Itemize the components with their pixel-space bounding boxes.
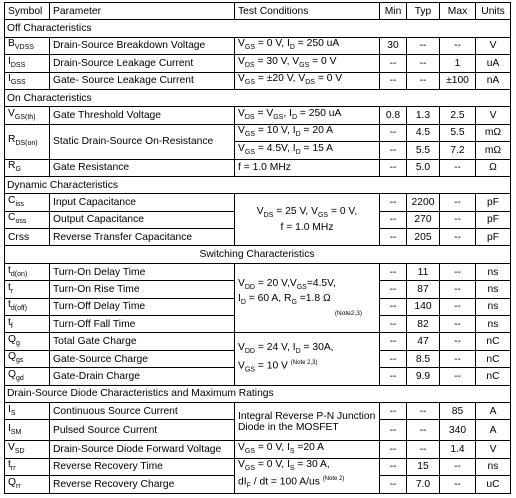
cell-unit: pF xyxy=(476,229,511,246)
section-switching: Switching Characteristics xyxy=(5,246,511,263)
cell-condition: $V_{GS} = 0$ V, $I_D = 250$ uA xyxy=(235,37,380,54)
cell-condition: $V_{GS} = 0$ V, $I_S =20$ A xyxy=(235,441,380,458)
cell-max: 340 xyxy=(440,420,476,441)
cell-max: 2.5 xyxy=(440,107,476,124)
cell-typ: 270 xyxy=(407,211,440,228)
header-min: Min xyxy=(380,3,407,20)
cell-parameter: Turn-On Rise Time xyxy=(50,281,235,298)
header-symbol: Symbol xyxy=(5,3,50,20)
cell-parameter: Gate-Drain Charge xyxy=(50,368,235,385)
section-on: On Characteristics xyxy=(5,89,511,106)
table-row xyxy=(5,159,511,176)
header-conditions: Test Conditions xyxy=(235,3,380,20)
cell-typ: 11 xyxy=(407,263,440,280)
cell-min: -- xyxy=(380,211,407,228)
cell-max: -- xyxy=(440,368,476,385)
cell-min: -- xyxy=(380,420,407,441)
cell-typ: 7.0 xyxy=(407,476,440,493)
cell-unit: A xyxy=(476,402,511,419)
cell-unit: A xyxy=(476,420,511,441)
electrical-characteristics-table xyxy=(4,2,511,494)
cell-max: 1 xyxy=(440,55,476,72)
table-row xyxy=(5,194,511,211)
cell-min: -- xyxy=(380,458,407,475)
cell-max: -- xyxy=(440,37,476,54)
table-row xyxy=(5,263,511,280)
cell-unit: Ω xyxy=(476,159,511,176)
cell-max: 85 xyxy=(440,402,476,419)
cell-unit: ns xyxy=(476,281,511,298)
cell-min: -- xyxy=(380,263,407,280)
cell-unit: nA xyxy=(476,72,511,89)
cell-parameter: Reverse Recovery Charge xyxy=(50,476,235,493)
cell-parameter: Reverse Recovery Time xyxy=(50,458,235,475)
cell-symbol: $R_{DS(on)}$ xyxy=(5,124,50,159)
section-row xyxy=(5,385,511,402)
table-row xyxy=(5,458,511,475)
cell-condition: $V_{GS} = 4.5V$, $I_D = 15$ A xyxy=(235,142,380,159)
cell-min: -- xyxy=(380,350,407,367)
cell-min: 0.8 xyxy=(380,107,407,124)
cell-typ: 9.9 xyxy=(407,368,440,385)
header-row xyxy=(5,3,511,20)
cell-unit: V xyxy=(476,37,511,54)
cell-condition: $V_{DS} = 30$ V, $V_{GS} = 0$ V xyxy=(235,55,380,72)
cell-max: 5.5 xyxy=(440,124,476,141)
cell-symbol: Crss xyxy=(5,229,50,246)
table-row xyxy=(5,333,511,350)
table-row xyxy=(5,37,511,54)
cell-symbol: $Q_{gd}$ xyxy=(5,368,50,385)
cell-symbol: $I_{SM}$ xyxy=(5,420,50,441)
cell-condition: Integral Reverse P-N Junction Diode in the MOSFET xyxy=(235,402,380,440)
cell-parameter: Gate-Source Charge xyxy=(50,350,235,367)
cell-symbol: $Q_g$ xyxy=(5,333,50,350)
cell-unit: nC xyxy=(476,368,511,385)
cell-min: -- xyxy=(380,476,407,493)
table-row xyxy=(5,72,511,89)
cell-min: -- xyxy=(380,159,407,176)
section-row xyxy=(5,89,511,106)
section-off: Off Characteristics xyxy=(5,20,511,37)
cell-max: 1.4 xyxy=(440,441,476,458)
cell-min: -- xyxy=(380,72,407,89)
cell-unit: ns xyxy=(476,458,511,475)
cell-unit: nC xyxy=(476,333,511,350)
table-row xyxy=(5,402,511,419)
cell-symbol: $I_{DSS}$ xyxy=(5,55,50,72)
header-parameter: Parameter xyxy=(50,3,235,20)
cell-min: -- xyxy=(380,316,407,333)
cell-unit: mΩ xyxy=(476,124,511,141)
table-row xyxy=(5,55,511,72)
cell-condition: $V_{GS} = 0$ V, $I_S = 30$ A, $dI_F$ / dt = 100 A/us $^{(Note 2)}$ xyxy=(235,458,380,493)
cell-typ: 82 xyxy=(407,316,440,333)
cell-symbol: $C_{oss}$ xyxy=(5,211,50,228)
cell-min: -- xyxy=(380,281,407,298)
cell-unit: pF xyxy=(476,211,511,228)
cell-parameter: Static Drain-Source On-Resistance xyxy=(50,124,235,159)
cell-parameter: Turn-Off Fall Time xyxy=(50,316,235,333)
cell-parameter: Pulsed Source Current xyxy=(50,420,235,441)
cell-symbol: $Q_{rr}$ xyxy=(5,476,50,493)
cell-min: -- xyxy=(380,194,407,211)
cell-parameter: Gate- Source Leakage Current xyxy=(50,72,235,89)
cell-symbol: $t_r$ xyxy=(5,281,50,298)
cell-symbol: $t_{rr}$ xyxy=(5,458,50,475)
header-max: Max xyxy=(440,3,476,20)
cell-max: -- xyxy=(440,159,476,176)
cell-symbol: $V_{GS(th)}$ xyxy=(5,107,50,124)
cell-symbol: $V_{SD}$ xyxy=(5,441,50,458)
cell-min: -- xyxy=(380,402,407,419)
cell-min: -- xyxy=(380,298,407,315)
cell-unit: ns xyxy=(476,316,511,333)
cell-parameter: Input Capacitance xyxy=(50,194,235,211)
cell-symbol: $R_G$ xyxy=(5,159,50,176)
cell-unit: mΩ xyxy=(476,142,511,159)
cell-condition: $V_{GS} = 10$ V, $I_D = 20$ A xyxy=(235,124,380,141)
cell-unit: ns xyxy=(476,263,511,280)
cell-min: -- xyxy=(380,124,407,141)
cell-max: -- xyxy=(440,333,476,350)
cell-typ: -- xyxy=(407,441,440,458)
cell-unit: V xyxy=(476,441,511,458)
cell-parameter: Turn-On Delay Time xyxy=(50,263,235,280)
cell-min: -- xyxy=(380,368,407,385)
cell-typ: -- xyxy=(407,420,440,441)
cell-max: -- xyxy=(440,281,476,298)
cell-parameter: Gate Resistance xyxy=(50,159,235,176)
cell-min: -- xyxy=(380,229,407,246)
cell-min: 30 xyxy=(380,37,407,54)
cell-parameter: Reverse Transfer Capacitance xyxy=(50,229,235,246)
cell-max: -- xyxy=(440,316,476,333)
cell-min: -- xyxy=(380,55,407,72)
cell-parameter: Drain-Source Diode Forward Voltage xyxy=(50,441,235,458)
cell-typ: 2200 xyxy=(407,194,440,211)
cell-parameter: Drain-Source Leakage Current xyxy=(50,55,235,72)
cell-typ: 47 xyxy=(407,333,440,350)
cell-max: ±100 xyxy=(440,72,476,89)
cell-condition: $V_{DD} = 20$ $V,V_{GS}=4.5V$, $I_D = 60$ A, $R_G =1.8$ Ω (Note2,3) xyxy=(235,263,380,333)
cell-parameter: Turn-Off Delay Time xyxy=(50,298,235,315)
cell-symbol: $t_{d(off)}$ xyxy=(5,298,50,315)
section-diode: Drain-Source Diode Characteristics and Maximum Ratings xyxy=(5,385,511,402)
cell-typ: 8.5 xyxy=(407,350,440,367)
cell-unit: nC xyxy=(476,350,511,367)
cell-max: -- xyxy=(440,194,476,211)
cell-unit: V xyxy=(476,107,511,124)
header-typ: Typ xyxy=(407,3,440,20)
cell-parameter: Gate Threshold Voltage xyxy=(50,107,235,124)
table-row xyxy=(5,124,511,141)
cell-max: -- xyxy=(440,350,476,367)
cell-typ: 205 xyxy=(407,229,440,246)
section-dynamic: Dynamic Characteristics xyxy=(5,176,511,193)
cell-max: -- xyxy=(440,229,476,246)
cell-typ: -- xyxy=(407,37,440,54)
cell-symbol: $I_S$ xyxy=(5,402,50,419)
cell-typ: -- xyxy=(407,72,440,89)
cell-parameter: Drain-Source Breakdown Voltage xyxy=(50,37,235,54)
cell-min: -- xyxy=(380,333,407,350)
cell-condition: $V_{GS} = \pm 20$ V, $V_{DS} = 0$ V xyxy=(235,72,380,89)
cell-condition: $V_{DS} = 25$ V, $V_{GS} = 0$ V, f = 1.0 MHz xyxy=(235,194,380,246)
cell-typ: -- xyxy=(407,55,440,72)
cell-typ: 5.5 xyxy=(407,142,440,159)
cell-min: -- xyxy=(380,142,407,159)
cell-max: -- xyxy=(440,458,476,475)
cell-parameter: Total Gate Charge xyxy=(50,333,235,350)
cell-typ: 4.5 xyxy=(407,124,440,141)
cell-unit: pF xyxy=(476,194,511,211)
cell-symbol: $I_{GSS}$ xyxy=(5,72,50,89)
cell-typ: 5.0 xyxy=(407,159,440,176)
cell-parameter: Output Capacitance xyxy=(50,211,235,228)
cell-typ: 15 xyxy=(407,458,440,475)
note-marker: (Note 2,3) xyxy=(290,359,318,366)
cell-typ: 140 xyxy=(407,298,440,315)
cell-unit: uC xyxy=(476,476,511,493)
cell-max: -- xyxy=(440,298,476,315)
section-row xyxy=(5,176,511,193)
section-row xyxy=(5,20,511,37)
cell-unit: ns xyxy=(476,298,511,315)
cell-max: -- xyxy=(440,263,476,280)
cell-symbol: $t_{d(on)}$ xyxy=(5,263,50,280)
cell-parameter: Continuous Source Current xyxy=(50,402,235,419)
cell-symbol: $C_{iss}$ xyxy=(5,194,50,211)
cell-symbol: $Q_{gs}$ xyxy=(5,350,50,367)
table-row xyxy=(5,107,511,124)
cell-unit: uA xyxy=(476,55,511,72)
table-row xyxy=(5,441,511,458)
note-marker: (Note 2) xyxy=(322,476,345,483)
cell-condition: $V_{DD} = 24$ V, $I_D = 30A$, $V_{GS} = 10$ V $^{(Note 2,3)}$ xyxy=(235,333,380,385)
cell-min: -- xyxy=(380,441,407,458)
cell-typ: -- xyxy=(407,402,440,419)
header-units: Units xyxy=(476,3,511,20)
cell-max: -- xyxy=(440,211,476,228)
cell-typ: 87 xyxy=(407,281,440,298)
cell-typ: 1.3 xyxy=(407,107,440,124)
cell-symbol: $B_{VDSS}$ xyxy=(5,37,50,54)
cell-max: 7.2 xyxy=(440,142,476,159)
cell-max: -- xyxy=(440,476,476,493)
note-marker: (Note2,3) xyxy=(334,309,362,317)
cell-condition: $V_{DS} = V_{GS}$, $I_D = 250$ uA xyxy=(235,107,380,124)
section-row xyxy=(5,246,511,263)
cell-condition: f = 1.0 MHz xyxy=(235,159,380,176)
cell-symbol: $t_f$ xyxy=(5,316,50,333)
